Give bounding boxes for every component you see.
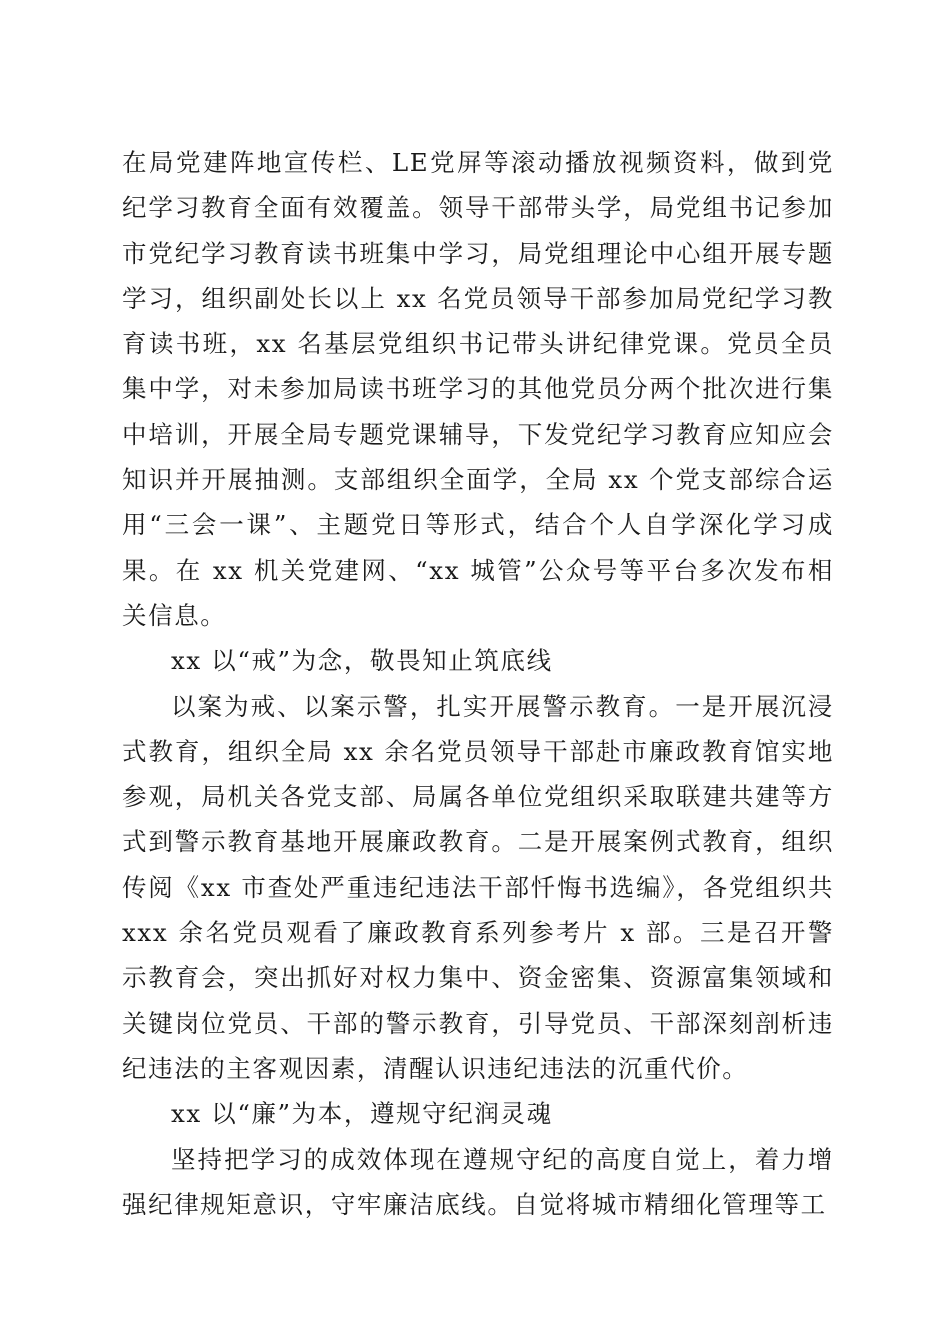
body-paragraph-1: 在局党建阵地宣传栏、LE党屏等滚动播放视频资料，做到党纪学习教育全面有效覆盖。领导干部带头学，局党组书记参加市党纪学习教育读书班集中学习，局党组理论中心组开展专题学习，组织副处长以上 xx 名党员领导干部参加局党纪学习教育读书班，xx 名基层党组织书记带头讲纪律党课。党员全员集中学，对未参加局读书班学习的其他党员分两个批次进行集中培训，开展全局专题党课辅导，下发党纪学习教育应知应会知识并开展抽测。支部组织全面学，全局 xx 个党支部综合运用“三会一课”、主题党日等形式，结合个人自学深化学习成果。在 xx 机关党建网、“xx 城管”公众号等平台多次发布相关信息。 <box>122 148 834 630</box>
section-heading-lie: xx 以“戒”为念，敬畏知止筑底线 <box>171 646 553 676</box>
document-body <box>122 140 834 1227</box>
body-paragraph-2: 以案为戒、以案示警，扎实开展警示教育。一是开展沉浸式教育，组织全局 xx 余名党员领导干部赴市廉政教育馆实地参观，局机关各党支部、局属各单位党组织采取联建共建等方式到警示教育基地开展廉政教育。二是开展案例式教育，组织传阅《xx 市查处严重违纪违法干部忏悔书选编》，各党组织共 xxx 余名党员观看了廉政教育系列参考片 x 部。三是召开警示教育会，突出抓好对权力集中、资金密集、资源富集领域和关键岗位党员、干部的警示教育，引导党员、干部深刻剖析违纪违法的主客观因素，清醒认识违纪违法的沉重代价。 <box>122 691 834 1083</box>
section-heading-lian: xx 以“廉”为本，遵规守纪润灵魂 <box>171 1099 553 1129</box>
body-paragraph-3: 坚持把学习的成效体现在遵规守纪的高度自觉上，着力增强纪律规矩意识，守牢廉洁底线。自觉将城市精细化管理等工 <box>122 1144 834 1219</box>
